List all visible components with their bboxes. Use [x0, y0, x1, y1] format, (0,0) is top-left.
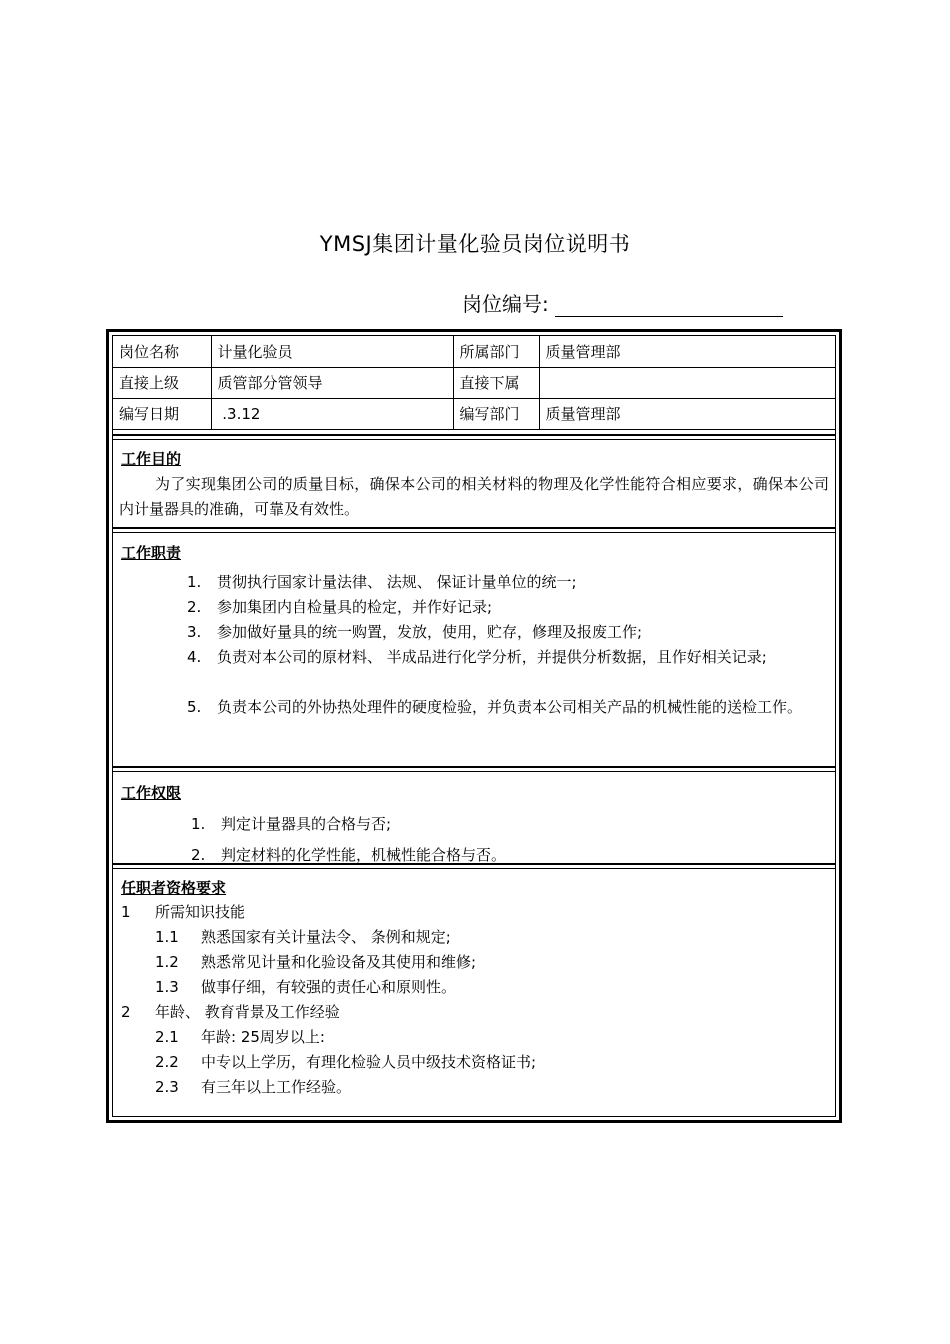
- info-label: 编写部门: [453, 398, 539, 429]
- purpose-heading: 工作目的: [121, 450, 182, 468]
- qualification-item-text: 熟悉常见计量和化验设备及其使用和维修;: [201, 953, 477, 971]
- authority-text: 判定计量器具的合格与否;: [221, 815, 392, 833]
- info-value: .3.12: [211, 398, 453, 429]
- info-value: 质量管理部: [539, 398, 835, 429]
- job-description-body: [112, 335, 836, 1117]
- authority-number: 1.: [191, 815, 206, 833]
- position-code-line: [462, 288, 783, 317]
- position-code-blank: [555, 296, 783, 317]
- info-value: 计量化验员: [211, 336, 453, 367]
- authority-heading: 工作权限: [121, 784, 182, 802]
- info-value: [539, 367, 835, 398]
- duty-text: 负责对本公司的原材料、 半成品进行化学分析，并提供分析数据，且作好相关记录;: [217, 648, 767, 666]
- qualification-item: [155, 950, 476, 975]
- info-label: 所属部门: [453, 336, 539, 367]
- info-label: 编写日期: [113, 398, 211, 429]
- qualifications-heading: 任职者资格要求: [121, 879, 227, 897]
- section-divider: [113, 766, 835, 772]
- info-table: [113, 336, 835, 430]
- qualification-item-text: 有三年以上工作经验。: [201, 1078, 352, 1096]
- qualification-group-title: 所需知识技能: [155, 903, 246, 921]
- qualification-item: [155, 925, 451, 950]
- job-description-frame: [106, 329, 842, 1123]
- duty-item: [187, 645, 829, 695]
- qualification-item-text: 中专以上学历，有理化检验人员中级技术资格证书;: [201, 1053, 537, 1071]
- position-code-label: 岗位编号:: [462, 292, 549, 316]
- duty-number: 3.: [187, 623, 202, 641]
- info-label: 岗位名称: [113, 336, 211, 367]
- duty-text: 贯彻执行国家计量法律、 法规、 保证计量单位的统一;: [217, 573, 577, 591]
- qualification-item-number: 1.1: [155, 928, 179, 946]
- section-divider: [113, 863, 835, 869]
- purpose-text: 为了实现集团公司的质量目标，确保本公司的相关材料的物理及化学性能符合相应要求，确保本公司内计量器具的准确，可靠及有效性。: [119, 475, 829, 518]
- info-label: 直接上级: [113, 367, 211, 398]
- info-row: [113, 367, 835, 398]
- duties-heading: 工作职责: [121, 544, 182, 562]
- qualification-item: [155, 975, 456, 1000]
- qualification-item-number: 2.1: [155, 1028, 179, 1046]
- qualification-item: [155, 1050, 536, 1075]
- info-label: 直接下属: [453, 367, 539, 398]
- qualification-group-title: 年龄、 教育背景及工作经验: [155, 1003, 340, 1021]
- duty-text: 参加做好量具的统一购置，发放，使用，贮存，修理及报废工作;: [217, 623, 643, 641]
- qualification-item-number: 2.3: [155, 1078, 179, 1096]
- qualification-item: [155, 1075, 351, 1100]
- qualification-item-text: 做事仔细，有较强的责任心和原则性。: [201, 978, 457, 996]
- info-value: 质管部分管领导: [211, 367, 453, 398]
- duty-number: 5.: [187, 698, 202, 716]
- info-value: 质量管理部: [539, 336, 835, 367]
- qualification-group: [121, 900, 245, 925]
- duty-text: 参加集团内自检量具的检定，并作好记录;: [217, 598, 493, 616]
- duty-number: 2.: [187, 598, 202, 616]
- duty-item: [187, 695, 829, 745]
- qualification-item-text: 熟悉国家有关计量法令、 条例和规定;: [201, 928, 451, 946]
- duty-number: 1.: [187, 573, 202, 591]
- authority-text: 判定材料的化学性能，机械性能合格与否。: [221, 846, 507, 864]
- qualification-item-text: 年龄: 25周岁以上:: [201, 1028, 325, 1046]
- qualification-item-number: 1.2: [155, 953, 179, 971]
- qualification-item-number: 2.2: [155, 1053, 179, 1071]
- section-divider: [113, 434, 835, 440]
- qualification-group-number: 2: [121, 1003, 131, 1021]
- section-divider: [113, 527, 835, 533]
- document-title: YMSJ集团计量化验员岗位说明书: [319, 232, 631, 256]
- qualification-group: [121, 1000, 340, 1025]
- info-row: [113, 336, 835, 367]
- qualification-group-number: 1: [121, 903, 131, 921]
- authority-number: 2.: [191, 846, 206, 864]
- info-row: [113, 398, 835, 429]
- qualification-item-number: 1.3: [155, 978, 179, 996]
- qualification-item: [155, 1025, 325, 1050]
- duty-number: 4.: [187, 648, 202, 666]
- duty-text: 负责本公司的外协热处理件的硬度检验，并负责本公司相关产品的机械性能的送检工作。: [217, 698, 803, 716]
